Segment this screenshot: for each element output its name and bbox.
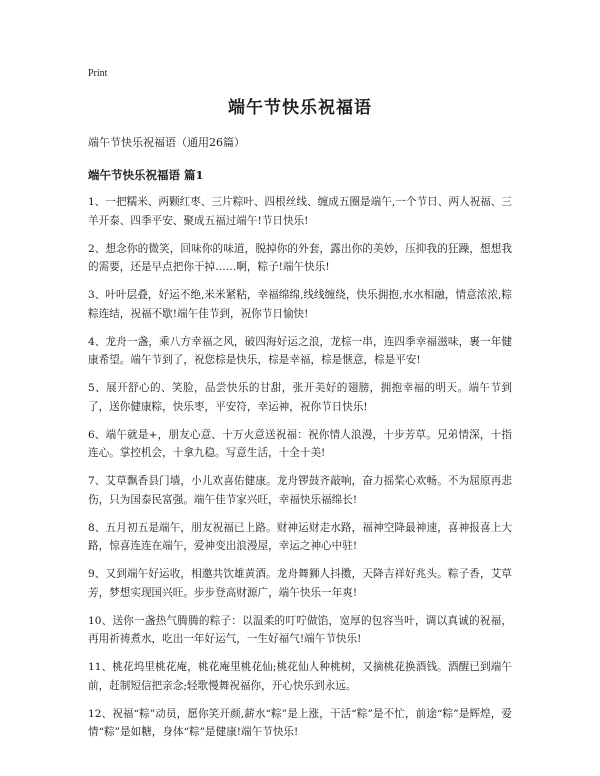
greeting-item: 6、端午就是+，朋友心意、十万火意送祝福：祝你情人浪漫，十步芳草。兄弟情深，十指连心。掌控机会，十拿九稳。写意生活，十全十美! (88, 428, 512, 459)
greeting-item: 11、桃花坞里桃花庵，桃花庵里桃花仙;桃花仙人种桃树，又摘桃花换酒钱。酒醒已到端午前，赶制短信把亲念;轻歌慢舞祝福你，开心快乐到永远。 (88, 661, 512, 692)
greeting-item: 10、送你一盏热气腾腾的粽子：以温柔的叮咛做馅，宽厚的包容当叶，调以真诚的祝福，再用祈祷煮水，吃出一年好运气，一生好福气!端午节快乐! (88, 614, 512, 645)
greeting-item: 8、五月初五是端午，朋友祝福已上路。财神运财走水路，福神空降最神速，喜神报喜上大路，惊喜连连在端午，爱神变出浪漫屋，幸运之神心中驻! (88, 521, 512, 552)
greeting-item: 9、又到端午好运收，相邀共饮雄黄酒。龙舟舞狮人抖擞，天降吉祥好兆头。粽子香，艾草芳，梦想实现国兴旺。步步登高财源广，端午快乐一年爽! (88, 568, 512, 599)
greeting-item: 12、祝福“粽”动员，愿你笑开颜,薪水“粽”是上涨，干活“粽”是不忙，前途“粽”是辉煌，爱情“粽”是如糖，身体“粽”是健康!端午节快乐! (88, 707, 512, 738)
greeting-item: 3、叶叶层叠，好运不绝,米米紧粘，幸福绵绵,线线缠绕，快乐拥抱,水水相融，情意浓浓,粽粽连结，祝福不歇!端午佳节到，祝你节日愉快! (88, 289, 512, 320)
greeting-item: 4、龙舟一盏，乘八方幸福之风，破四海好运之浪，龙棕一串，连四季幸福滋味，裹一年健康希望。端午节到了，祝您棕是快乐，棕是幸福，棕是惬意，棕是平安! (88, 335, 512, 366)
greeting-item: 7、艾草飘香县门墙，小儿欢喜佑健康。龙舟锣鼓齐敲响，奋力摇桨心欢畅。不为屈原再悲伤，只为国泰民富强。端午佳节家兴旺，幸福快乐福绵长! (88, 475, 512, 506)
greeting-item: 1、一把糯米、两颗红枣、三片粽叶、四根丝线、缠成五圈是端午,一个节日、两人祝福、三羊开泰、四季平安、聚成五福过端午!节日快乐! (88, 196, 512, 227)
section-heading: 端午节快乐祝福语 篇1 (88, 168, 204, 182)
document-title: 端午节快乐祝福语 (228, 98, 372, 118)
print-label: Print (88, 68, 108, 79)
greeting-list (88, 193, 512, 742)
document-subtitle: 端午节快乐祝福语（通用26篇） (88, 136, 245, 149)
greeting-item: 5、展开舒心的、笑脸，品尝快乐的甘甜，张开美好的翅膀，拥抱幸福的明天。端午节到了，送你健康粽，快乐枣，平安符，幸运神，祝你节日快乐! (88, 382, 512, 413)
greeting-item: 2、想念你的微笑，回味你的味道，脱掉你的外套，露出你的美妙，压抑我的狂躁，想想我的需要，还是早点把你干掉……啊，粽子!端午快乐! (88, 242, 512, 273)
